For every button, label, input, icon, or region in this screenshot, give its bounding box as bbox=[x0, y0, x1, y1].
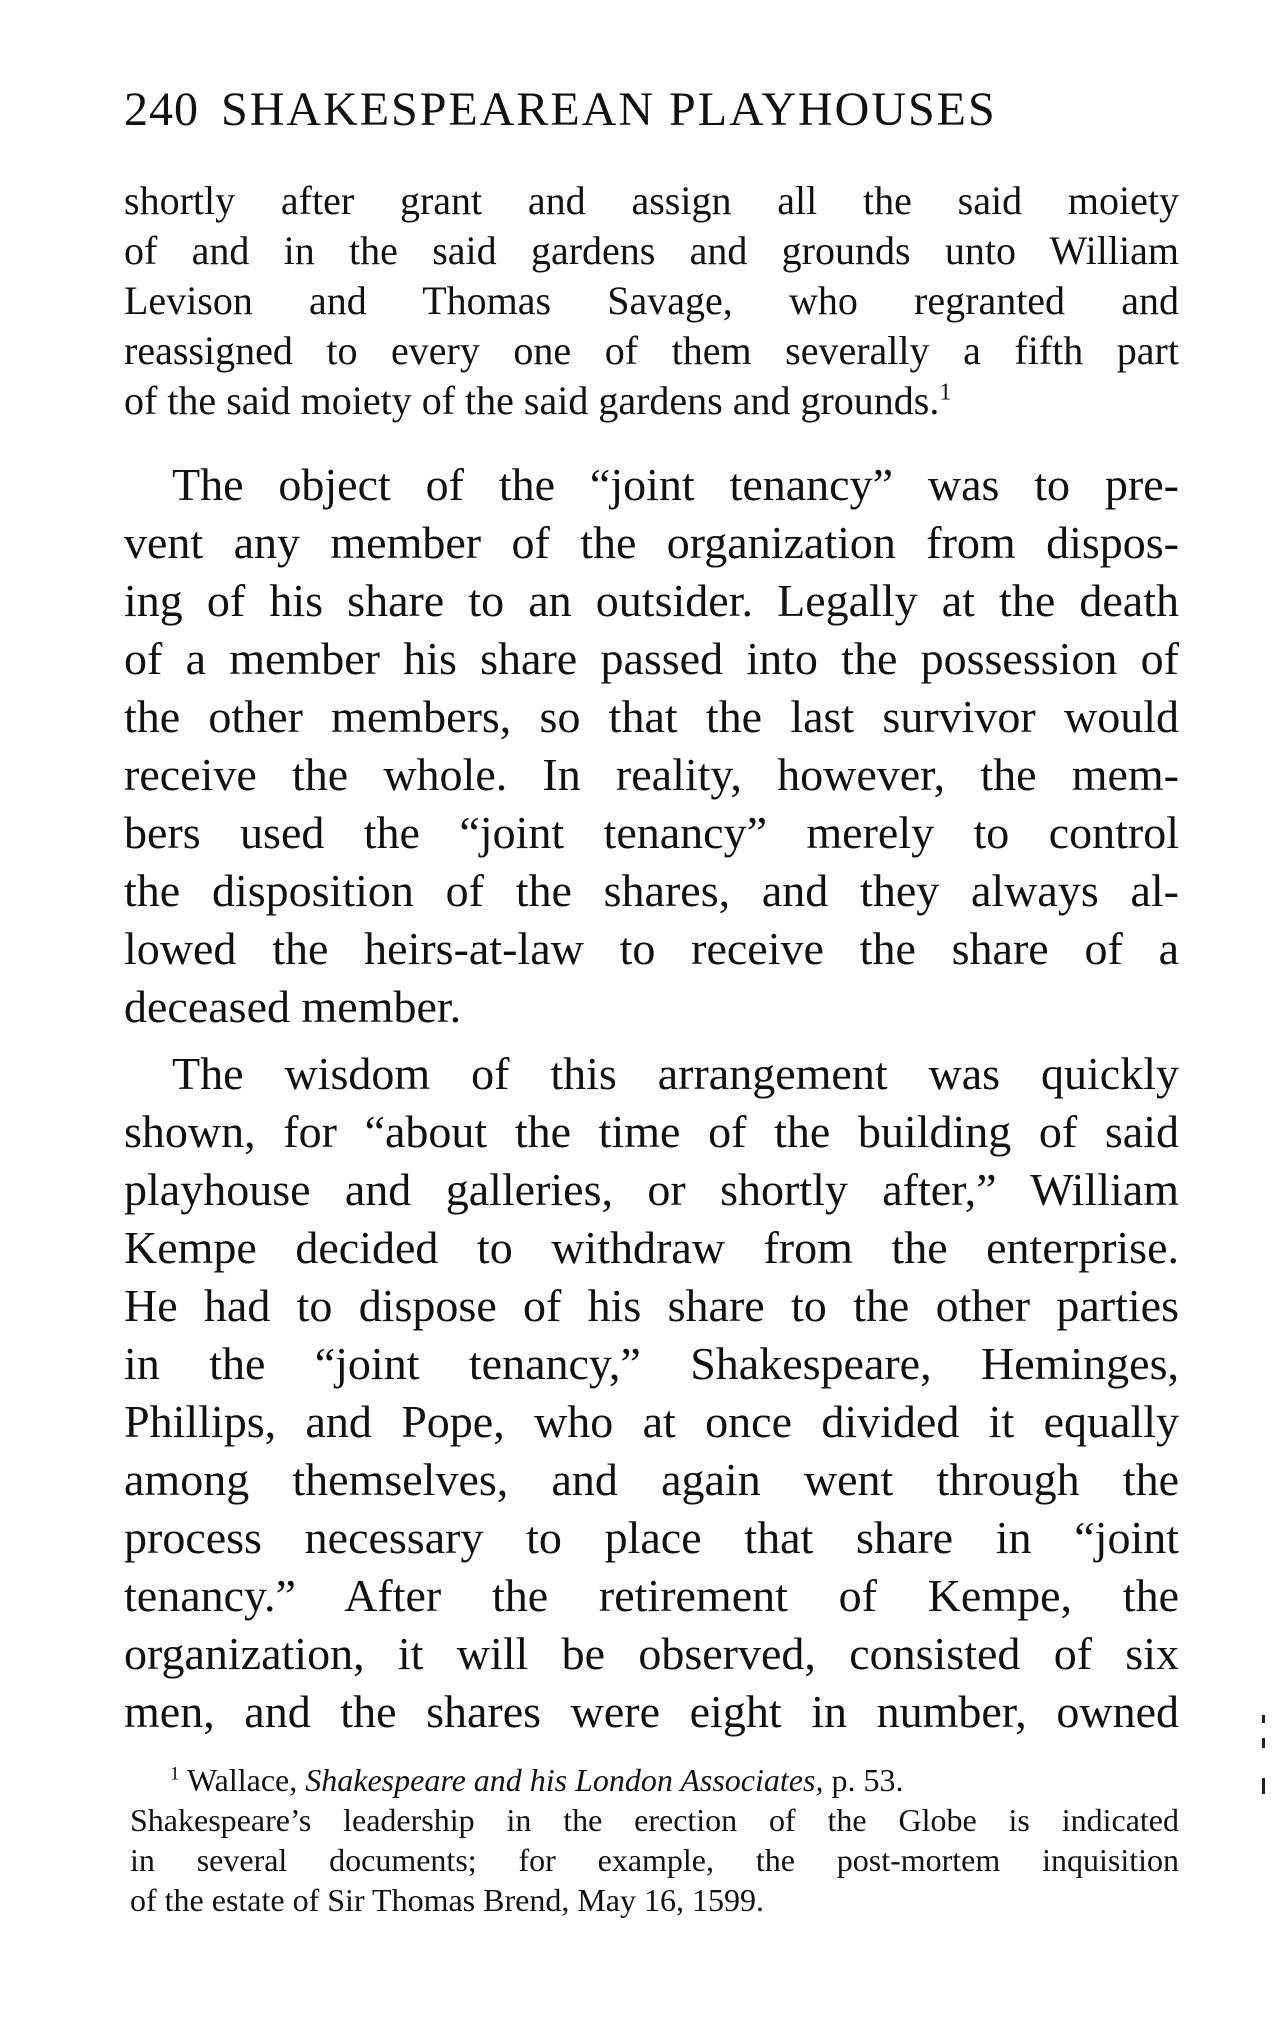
footnote-line: in several documents; for example, the post-mortem inquisition bbox=[130, 1842, 1179, 1878]
scan-mark bbox=[1262, 1778, 1265, 1794]
text-line: lowed the heirs-at-law to receive the share of a bbox=[124, 923, 1179, 974]
text-line: organization, it will be observed, consisted of six bbox=[124, 1628, 1179, 1679]
scan-mark bbox=[1262, 1715, 1265, 1723]
text-line: reassigned to every one of them severally a fifth part bbox=[124, 328, 1179, 373]
text-line-content: of the said moiety of the said gardens and grounds. bbox=[124, 378, 940, 423]
footnote-work-title: Shakespeare and his London Associates, bbox=[305, 1762, 824, 1798]
text-line: the disposition of the shares, and they always al- bbox=[124, 865, 1179, 916]
text-line: He had to dispose of his share to the other parties bbox=[124, 1280, 1179, 1331]
running-title: SHAKESPEAREAN PLAYHOUSES bbox=[221, 83, 997, 136]
text-line: tenancy.” After the retirement of Kempe, the bbox=[124, 1570, 1179, 1621]
text-line: the other members, so that the last survivor would bbox=[124, 691, 1179, 742]
text-line: men, and the shares were eight in number, owned bbox=[124, 1686, 1179, 1737]
text-line: among themselves, and again went through the bbox=[124, 1454, 1179, 1505]
text-line: bers used the “joint tenancy” merely to control bbox=[124, 807, 1179, 858]
text-line: playhouse and galleries, or shortly after,” William bbox=[124, 1164, 1179, 1215]
text-line: shortly after grant and assign all the said moiety bbox=[124, 178, 1179, 223]
text-line: The wisdom of this arrangement was quickly bbox=[172, 1048, 1179, 1099]
footnote-marker: 1 bbox=[170, 1763, 180, 1785]
text-line: shown, for “about the time of the building of said bbox=[124, 1106, 1179, 1157]
text-line: Phillips, and Pope, who at once divided it equally bbox=[124, 1396, 1179, 1447]
text-line: vent any member of the organization from dispos- bbox=[124, 517, 1179, 568]
footnote-reference: 1 bbox=[939, 379, 952, 406]
footnote-line: Shakespeare’s leadership in the erection of the Globe is indicated bbox=[130, 1802, 1179, 1838]
text-line: of a member his share passed into the possession of bbox=[124, 633, 1179, 684]
footnote-citation bbox=[170, 1760, 1179, 1800]
text-line: Kempe decided to withdraw from the enterprise. bbox=[124, 1222, 1179, 1273]
text-line: in the “joint tenancy,” Shakespeare, Heminges, bbox=[124, 1338, 1179, 1389]
text-line: of and in the said gardens and grounds unto William bbox=[124, 228, 1179, 273]
text-line: deceased member. bbox=[124, 981, 462, 1032]
footnote-page-ref: p. 53. bbox=[831, 1762, 904, 1798]
text-line: receive the whole. In reality, however, the mem- bbox=[124, 749, 1179, 800]
running-header bbox=[124, 82, 1184, 138]
footnote-author: Wallace, bbox=[187, 1762, 298, 1798]
text-line: The object of the “joint tenancy” was to pre- bbox=[172, 459, 1179, 510]
text-line bbox=[124, 376, 1179, 426]
text-line: Levison and Thomas Savage, who regranted and bbox=[124, 278, 1179, 323]
text-line: ing of his share to an outsider. Legally at the death bbox=[124, 575, 1179, 626]
scan-mark bbox=[1262, 1738, 1265, 1748]
text-line: process necessary to place that share in “joint bbox=[124, 1512, 1179, 1563]
page-number: 240 bbox=[124, 83, 199, 136]
footnote-line: of the estate of Sir Thomas Brend, May 16, 1599. bbox=[130, 1882, 764, 1918]
